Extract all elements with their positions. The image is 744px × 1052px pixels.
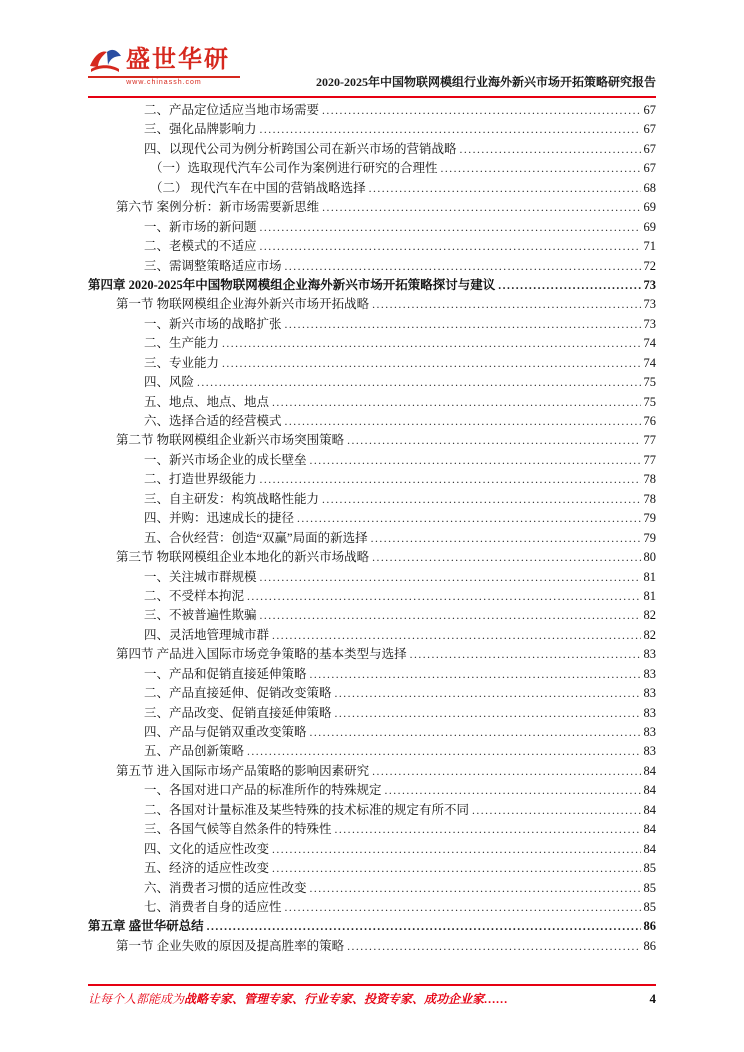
toc-entry-title: 三、不被普遍性欺骗: [144, 608, 257, 623]
toc-entry: [88, 179, 656, 198]
toc-entry-title: 二、打造世界级能力: [144, 472, 257, 487]
toc-entry: [88, 218, 656, 237]
toc-entry-page: 72: [643, 258, 656, 273]
toc-dot-leader: [310, 723, 641, 743]
toc-entry: [88, 529, 656, 548]
toc-entry-page: 81: [643, 569, 656, 584]
toc-dot-leader: [310, 665, 641, 685]
toc: [88, 101, 656, 956]
toc-entry-page: 81: [643, 588, 656, 603]
toc-dot-leader: [260, 120, 641, 140]
toc-entry: [88, 393, 656, 412]
toc-entry-page: 84: [643, 783, 656, 798]
toc-dot-leader: [472, 801, 640, 821]
toc-dot-leader: [222, 354, 640, 374]
toc-entry-title: 三、产品改变、促销直接延伸策略: [144, 705, 332, 720]
toc-dot-leader: [372, 548, 640, 568]
toc-entry-page: 67: [643, 103, 656, 117]
toc-dot-leader: [371, 529, 641, 549]
toc-entry: [88, 742, 656, 761]
toc-entry-page: 74: [643, 355, 656, 370]
toc-entry: [88, 606, 656, 625]
toc-entry-page: 76: [643, 414, 656, 428]
toc-dot-leader: [460, 140, 641, 160]
footer-slogan-prefix: 让每个人都能成为: [88, 992, 185, 1006]
toc-entry-page: 68: [643, 180, 656, 195]
toc-entry-page: 67: [643, 122, 656, 137]
toc-entry-page: 82: [643, 608, 656, 623]
toc-dot-leader: [285, 257, 641, 277]
toc-dot-leader: [272, 859, 640, 879]
toc-entry-title: 七、消费者自身的适应性: [144, 899, 282, 914]
toc-entry-title: 第四节 产品进入国际市场竞争策略的基本类型与选择: [116, 647, 407, 662]
toc-entry-page: 74: [643, 336, 656, 351]
toc-entry-title: 第五章 盛世华研总结: [88, 919, 204, 934]
toc-dot-leader: [260, 606, 641, 626]
toc-entry-title: 四、产品与促销双重改变策略: [144, 725, 307, 739]
toc-entry-page: 83: [643, 666, 656, 681]
toc-entry-title: 第三节 物联网模组企业本地化的新兴市场战略: [116, 550, 370, 565]
toc-dot-leader: [285, 315, 641, 335]
toc-entry-title: （二） 现代汽车在中国的营销战略选择: [150, 180, 366, 195]
toc-entry-title: 四、文化的适应性改变: [144, 841, 270, 856]
page-footer: [88, 990, 656, 1007]
toc-dot-leader: [297, 509, 640, 529]
toc-entry-title: 三、各国气候等自然条件的特殊性: [144, 822, 332, 837]
toc-entry: [88, 840, 656, 859]
toc-entry-title: （一）选取现代汽车公司作为案例进行研究的合理性: [150, 161, 438, 176]
toc-entry-title: 六、消费者习惯的适应性改变: [144, 880, 307, 895]
toc-entry-page: 83: [643, 705, 656, 720]
toc-entry-title: 五、合伙经营：创造“双赢”局面的新选择: [144, 530, 368, 545]
toc-entry-title: 三、专业能力: [144, 355, 220, 370]
toc-entry-page: 85: [643, 899, 656, 914]
toc-dot-leader: [322, 490, 640, 510]
toc-entry-page: 78: [643, 491, 656, 506]
toc-entry: [88, 490, 656, 509]
toc-entry-title: 四、并购：迅速成长的捷径: [144, 511, 295, 526]
brand-logo-row: [88, 46, 240, 74]
toc-dot-leader: [347, 937, 640, 957]
toc-entry: [88, 801, 656, 820]
toc-entry: [88, 937, 656, 956]
toc-entry-page: 73: [643, 297, 656, 312]
toc-dot-leader: [335, 820, 641, 840]
toc-entry: [88, 548, 656, 567]
toc-entry: [88, 470, 656, 489]
toc-entry-title: 三、强化品牌影响力: [144, 122, 257, 137]
toc-entry-page: 83: [643, 744, 656, 759]
logo-underline: [88, 76, 240, 78]
toc-dot-leader: [369, 179, 641, 199]
footer-divider: [88, 984, 656, 986]
page-number: 4: [649, 991, 656, 1006]
toc-entry-title: 四、灵活地管理城市群: [144, 627, 270, 642]
toc-dot-leader: [347, 431, 640, 451]
toc-entry-title: 第四章 2020-2025年中国物联网模组企业海外新兴市场开拓策略探讨与建议: [88, 277, 496, 292]
toc-entry-page: 84: [643, 763, 656, 778]
toc-entry-page: 80: [643, 550, 656, 565]
toc-entry: [88, 431, 656, 450]
toc-entry-page: 83: [643, 647, 656, 662]
toc-entry: [88, 354, 656, 373]
toc-entry-page: 77: [643, 433, 656, 448]
toc-entry: [88, 665, 656, 684]
toc-entry-page: 79: [643, 511, 656, 526]
footer-slogan-emphasis: 战略专家、管理专家、行业专家、投资专家、成功企业家……: [184, 992, 509, 1006]
toc-entry-title: 五、地点、地点、地点: [144, 394, 270, 409]
toc-entry-page: 85: [643, 861, 656, 876]
brand-logo: [88, 46, 240, 86]
toc-entry-title: 一、关注城市群规模: [144, 569, 257, 584]
toc-dot-leader: [247, 742, 640, 762]
brand-website: www.chinassh.com: [126, 79, 202, 86]
toc-entry: [88, 159, 656, 178]
toc-entry-page: 75: [643, 394, 656, 409]
page-header: [88, 46, 656, 94]
toc-entry: [88, 101, 656, 120]
toc-dot-leader: [372, 295, 640, 315]
toc-entry-page: 83: [643, 725, 656, 739]
toc-entry: [88, 140, 656, 159]
report-title: 2020-2025年中国物联网模组行业海外新兴市场开拓策略研究报告: [316, 75, 656, 89]
toc-entry-title: 二、不受样本拘泥: [144, 588, 245, 603]
toc-entry-page: 69: [643, 200, 656, 215]
toc-dot-leader: [310, 451, 641, 471]
toc-entry-page: 75: [643, 375, 656, 390]
toc-entry: [88, 917, 656, 936]
toc-entry-page: 83: [643, 686, 656, 701]
toc-dot-leader: [372, 762, 640, 782]
toc-entry-title: 二、产品直接延伸、促销改变策略: [144, 686, 332, 701]
toc-entry-page: 84: [643, 822, 656, 837]
toc-entry-page: 78: [643, 472, 656, 487]
toc-entry: [88, 334, 656, 353]
toc-entry: [88, 257, 656, 276]
toc-entry: [88, 568, 656, 587]
toc-dot-leader: [272, 393, 640, 413]
toc-entry-title: 五、经济的适应性改变: [144, 861, 270, 876]
toc-entry: [88, 645, 656, 664]
toc-entry: [88, 626, 656, 645]
toc-dot-leader: [285, 898, 641, 918]
toc-dot-leader: [441, 159, 641, 179]
toc-dot-leader: [222, 334, 640, 354]
toc-entry: [88, 859, 656, 878]
toc-entry-page: 84: [643, 841, 656, 856]
toc-entry-page: 86: [643, 919, 656, 934]
toc-dot-leader: [260, 568, 641, 588]
toc-entry-page: 73: [643, 277, 656, 292]
toc-entry-title: 五、产品创新策略: [144, 744, 245, 759]
toc-entry-title: 第五节 进入国际市场产品策略的影响因素研究: [116, 763, 370, 778]
toc-dot-leader: [310, 879, 641, 899]
toc-dot-leader: [260, 237, 641, 257]
toc-entry: [88, 704, 656, 723]
toc-entry-page: 77: [643, 452, 656, 467]
toc-entry: [88, 879, 656, 898]
toc-entry-page: 84: [643, 802, 656, 817]
toc-entry-title: 二、各国对计量标准及某些特殊的技术标准的规定有所不同: [144, 802, 470, 817]
toc-entry-title: 二、老模式的不适应: [144, 239, 257, 254]
toc-entry-title: 一、各国对进口产品的标准所作的特殊规定: [144, 783, 382, 798]
toc-entry-page: 73: [643, 316, 656, 331]
toc-entry: [88, 781, 656, 800]
toc-entry: [88, 509, 656, 528]
footer-slogan: [88, 990, 508, 1007]
toc-dot-leader: [335, 684, 641, 704]
toc-entry: [88, 237, 656, 256]
toc-dot-leader: [322, 198, 640, 218]
toc-entry: [88, 373, 656, 392]
toc-dot-leader: [207, 917, 641, 937]
toc-dot-leader: [260, 218, 641, 238]
brand-name: 盛世华研: [126, 47, 230, 73]
toc-entry: [88, 120, 656, 139]
toc-entry: [88, 762, 656, 781]
toc-entry: [88, 451, 656, 470]
toc-entry-page: 82: [643, 627, 656, 642]
toc-entry-title: 六、选择合适的经营模式: [144, 414, 282, 428]
book-logo-icon: [88, 46, 122, 74]
toc-entry: [88, 412, 656, 431]
toc-entry-title: 一、新市场的新问题: [144, 219, 257, 234]
toc-dot-leader: [498, 276, 640, 296]
toc-entry-page: 67: [643, 161, 656, 176]
toc-entry: [88, 276, 656, 295]
toc-entry-title: 第一节 企业失败的原因及提高胜率的策略: [116, 938, 345, 953]
toc-entry-title: 三、自主研发：构筑战略性能力: [144, 491, 320, 506]
toc-dot-leader: [385, 781, 641, 801]
toc-entry-title: 第六节 案例分析：新市场需要新思维: [116, 200, 320, 215]
toc-entry-title: 四、以现代公司为例分析跨国公司在新兴市场的营销战略: [144, 141, 457, 156]
toc-entry: [88, 684, 656, 703]
toc-entry: [88, 295, 656, 314]
toc-dot-leader: [410, 645, 641, 665]
toc-dot-leader: [322, 101, 640, 121]
toc-dot-leader: [272, 840, 640, 860]
toc-dot-leader: [272, 626, 640, 646]
toc-entry-title: 第二节 物联网模组企业新兴市场突围策略: [116, 433, 345, 448]
toc-entry-title: 二、生产能力: [144, 336, 220, 351]
toc-entry: [88, 315, 656, 334]
toc-entry: [88, 587, 656, 606]
toc-entry-page: 79: [643, 530, 656, 545]
toc-entry-title: 一、新兴市场企业的成长壁垒: [144, 452, 307, 467]
toc-entry-page: 69: [643, 219, 656, 234]
header-divider: [88, 96, 656, 98]
toc-entry-title: 第一节 物联网模组企业海外新兴市场开拓战略: [116, 297, 370, 312]
toc-entry: [88, 723, 656, 742]
toc-dot-leader: [197, 373, 640, 393]
toc-entry-title: 四、风险: [144, 375, 195, 390]
toc-entry: [88, 820, 656, 839]
toc-entry-page: 67: [643, 141, 656, 156]
toc-entry-page: 71: [643, 239, 656, 254]
toc-dot-leader: [335, 704, 641, 724]
toc-entry-title: 二、产品定位适应当地市场需要: [144, 103, 320, 117]
toc-entry-page: 86: [643, 938, 656, 953]
toc-entry-title: 三、需调整策略适应市场: [144, 258, 282, 273]
toc-entry: [88, 898, 656, 917]
toc-entry-page: 85: [643, 880, 656, 895]
toc-dot-leader: [260, 470, 641, 490]
toc-dot-leader: [285, 412, 641, 432]
toc-entry-title: 一、产品和促销直接延伸策略: [144, 666, 307, 681]
toc-entry-title: 一、新兴市场的战略扩张: [144, 316, 282, 331]
toc-dot-leader: [247, 587, 640, 607]
toc-entry: [88, 198, 656, 217]
